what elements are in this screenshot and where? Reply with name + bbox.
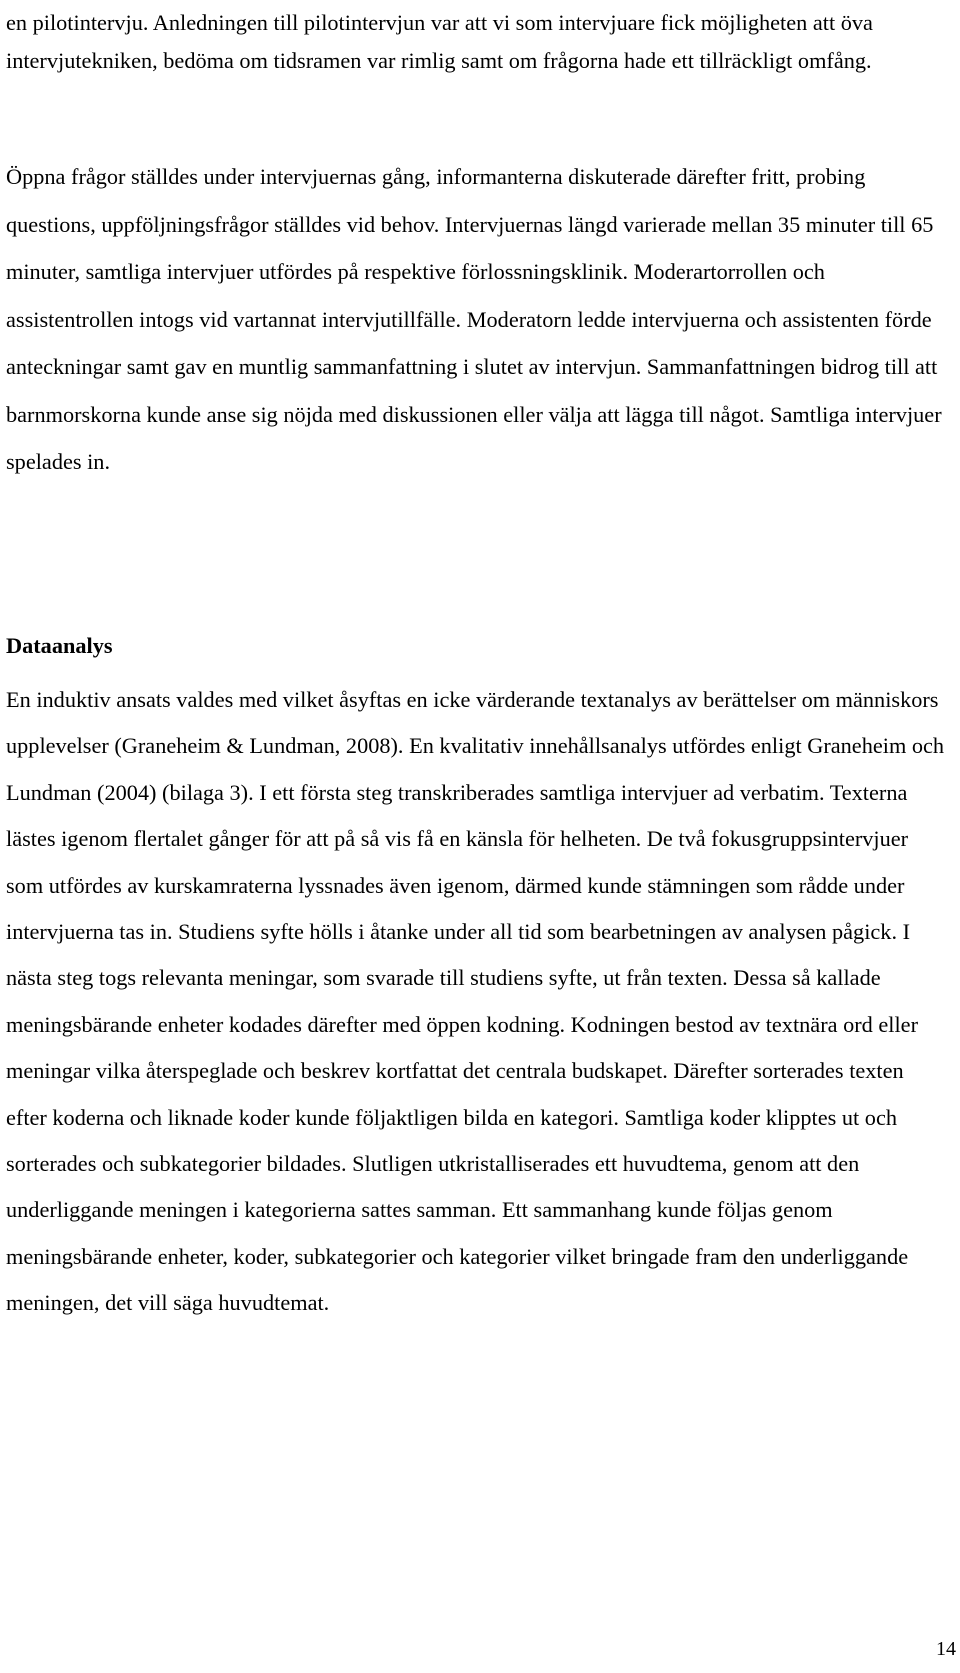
section-heading-dataanalys: Dataanalys	[6, 633, 113, 658]
paragraph-data-analysis: En induktiv ansats valdes med vilket åsyftas en icke värderande textanalys av berättelser om människors upplevelser (Graneheim & Lundman, 2008). En kvalitativ innehållsanalys utfördes enligt Graneheim och Lundman (2004) (bilaga 3). I ett första steg transkriberades samtliga intervjuer ad verbatim. Texterna lästes igenom flertalet gånger för att på så vis få en känsla för helheten. De två fokusgruppsintervjuer som utfördes av kurskamraterna lyssnades även igenom, därmed kunde stämningen som rådde under intervjuerna tas in. Studiens syfte hölls i åtanke under all tid som bearbetningen av analysen pågick. I nästa steg togs relevanta meningar, som svarade till studiens syfte, ut från texten. Dessa så kallade meningsbärande enheter kodades därefter med öppen kodning. Kodningen bestod av textnära ord eller meningar vilka återspeglade och beskrev kortfattat det centrala budskapet. Därefter sorterades texten efter koderna och liknade koder kunde följaktligen bilda en kategori. Samtliga koder klipptes ut och sorterades och subkategorier bildades. Slutligen utkristalliserades ett huvudtema, genom att den underliggande meningen i kategorierna sattes samman. Ett sammanhang kunde följas genom meningsbärande enheter, koder, subkategorier och kategorier vilket bringade fram den underliggande meningen, det vill säga huvudtemat.	[6, 687, 945, 1316]
paragraph-pilot-interview: en pilotintervju. Anledningen till pilotintervjun var att vi som intervjuare fick möjligheten att öva intervjutekniken, bedöma om tidsramen var rimlig samt om frågorna hade ett tillräckligt omfång.	[6, 10, 873, 73]
page-number: 14	[936, 1638, 956, 1660]
paragraph-interview-procedure: Öppna frågor ställdes under intervjuernas gång, informanterna diskuterade därefter fritt, probing questions, uppföljningsfrågor ställdes vid behov. Intervjuernas längd varierade mellan 35 minuter till 65 minuter, samtliga intervjuer utfördes på respektive förlossningsklinik. Moderartorrollen och assistentrollen intogs vid vartannat intervjutillfälle. Moderatorn ledde intervjuerna och assistenten förde anteckningar samt gav en muntlig sammanfattning i slutet av intervjun. Sammanfattningen bidrog till att barnmorskorna kunde anse sig nöjda med diskussionen eller välja att lägga till något. Samtliga intervjuer spelades in.	[6, 164, 942, 474]
